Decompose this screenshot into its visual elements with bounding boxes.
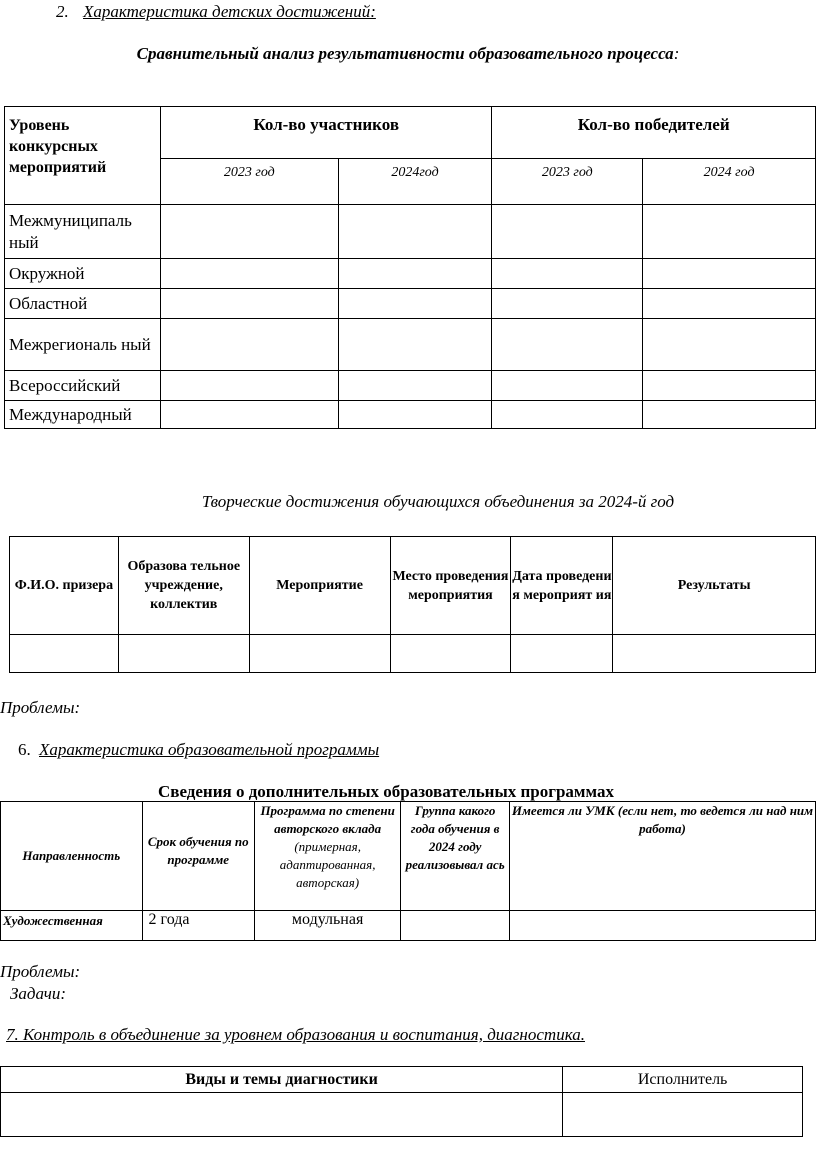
- year-header: 2023 год: [160, 159, 338, 205]
- header-direction: Направленность: [1, 802, 143, 911]
- empty-cell: [643, 319, 816, 371]
- table-row: [5, 289, 816, 319]
- empty-cell: [249, 635, 390, 673]
- winners-header: Кол-во победителей: [492, 107, 816, 159]
- umk-cell: [509, 911, 815, 941]
- empty-cell: [338, 401, 492, 429]
- section-2-heading: [56, 2, 376, 22]
- empty-cell: [160, 319, 338, 371]
- empty-cell: [118, 635, 249, 673]
- creative-achievements-table: [9, 536, 816, 673]
- header-group-year: Группа какого года обучения в 2024 году реализовывал ась: [401, 802, 510, 911]
- header-duration: Срок обучения по программе: [142, 802, 254, 911]
- programs-table: [0, 801, 816, 941]
- table-row: [5, 371, 816, 401]
- tasks-label: Задачи:: [10, 984, 67, 1003]
- empty-cell: [1, 1093, 563, 1137]
- header-umk-text: Имеется ли УМК (если нет, то ведется ли над ним работа): [511, 803, 814, 836]
- empty-cell: [160, 259, 338, 289]
- level-cell: Межрегиональ ный: [5, 319, 161, 371]
- empty-cell: [160, 371, 338, 401]
- header-event-place: Место проведения мероприятия: [390, 537, 511, 635]
- year-header: 2024 год: [643, 159, 816, 205]
- empty-cell: [10, 635, 119, 673]
- empty-cell: [643, 289, 816, 319]
- header-results: Результаты: [613, 537, 816, 635]
- comparison-subtitle-colon: :: [673, 44, 680, 63]
- empty-cell: [643, 401, 816, 429]
- level-cell: Областной: [5, 289, 161, 319]
- empty-cell: [492, 371, 643, 401]
- section-2-title: Характеристика детских достижений:: [83, 2, 376, 21]
- header-event: Мероприятие: [249, 537, 390, 635]
- empty-cell: [643, 371, 816, 401]
- level-cell: Международный: [5, 401, 161, 429]
- authorship-cell: модульная: [254, 911, 400, 941]
- problems-label: Проблемы:: [0, 698, 81, 717]
- level-cell: Окружной: [5, 259, 161, 289]
- year-header: 2024год: [338, 159, 492, 205]
- competition-results-table: [4, 106, 816, 429]
- empty-cell: [492, 259, 643, 289]
- table-row: [5, 401, 816, 429]
- direction-cell: Художественная: [1, 911, 143, 941]
- empty-cell: [492, 401, 643, 429]
- table-row: [5, 259, 816, 289]
- header-authorship: [254, 802, 400, 911]
- header-institution: Образова тельное учреждение, коллектив: [118, 537, 249, 635]
- authorship-label: Программа по степени авторского вклада: [260, 803, 395, 836]
- problems-label-2: Проблемы:: [0, 962, 81, 981]
- authorship-options: (примерная, адаптированная, авторская): [279, 839, 376, 890]
- empty-cell: [613, 635, 816, 673]
- empty-cell: [338, 371, 492, 401]
- header-winner-name: Ф.И.О. призера: [10, 537, 119, 635]
- empty-cell: [563, 1093, 803, 1137]
- section-7-title: 7. Контроль в объединение за уровнем образования и воспитания, диагностика.: [6, 1025, 585, 1044]
- comparison-subtitle-text: Сравнительный анализ результативности образовательного процесса: [136, 44, 674, 63]
- empty-cell: [160, 205, 338, 259]
- empty-cell: [492, 319, 643, 371]
- header-diagnostics: Виды и темы диагностики: [1, 1067, 563, 1093]
- empty-cell: [338, 259, 492, 289]
- year-header: 2023 год: [492, 159, 643, 205]
- table-row: [10, 635, 816, 673]
- section-6-heading: [18, 740, 379, 760]
- section-6-number: 6.: [18, 740, 31, 759]
- header-event-date: Дата проведени я мероприят ия: [511, 537, 613, 635]
- empty-cell: [643, 205, 816, 259]
- empty-cell: [492, 289, 643, 319]
- empty-cell: [338, 319, 492, 371]
- empty-cell: [390, 635, 511, 673]
- table-row: [5, 319, 816, 371]
- empty-cell: [511, 635, 613, 673]
- empty-cell: [338, 289, 492, 319]
- empty-cell: [643, 259, 816, 289]
- section-2-number: 2.: [56, 2, 69, 21]
- empty-cell: [160, 401, 338, 429]
- level-cell: Всероссийский: [5, 371, 161, 401]
- programs-table-title: Сведения о дополнительных образовательных программах: [158, 782, 614, 801]
- section-6-title: Характеристика образовательной программы: [39, 740, 380, 759]
- header-executor: Исполнитель: [563, 1067, 803, 1093]
- group-year-cell: [401, 911, 510, 941]
- creative-achievements-title: Творческие достижения обучающихся объединения за 2024-й год: [201, 492, 675, 511]
- diagnostics-table: [0, 1066, 803, 1137]
- level-header: Уровень конкурсных мероприятий: [5, 107, 161, 205]
- table-row: [1, 1093, 803, 1137]
- table-row: [5, 205, 816, 259]
- participants-header: Кол-во участников: [160, 107, 491, 159]
- duration-cell: 2 года: [142, 911, 254, 941]
- header-umk: [509, 802, 815, 911]
- comparison-subtitle: [0, 44, 816, 64]
- table-row: [1, 911, 816, 941]
- empty-cell: [492, 205, 643, 259]
- empty-cell: [338, 205, 492, 259]
- level-cell: Межмуниципаль ный: [5, 205, 161, 259]
- empty-cell: [160, 289, 338, 319]
